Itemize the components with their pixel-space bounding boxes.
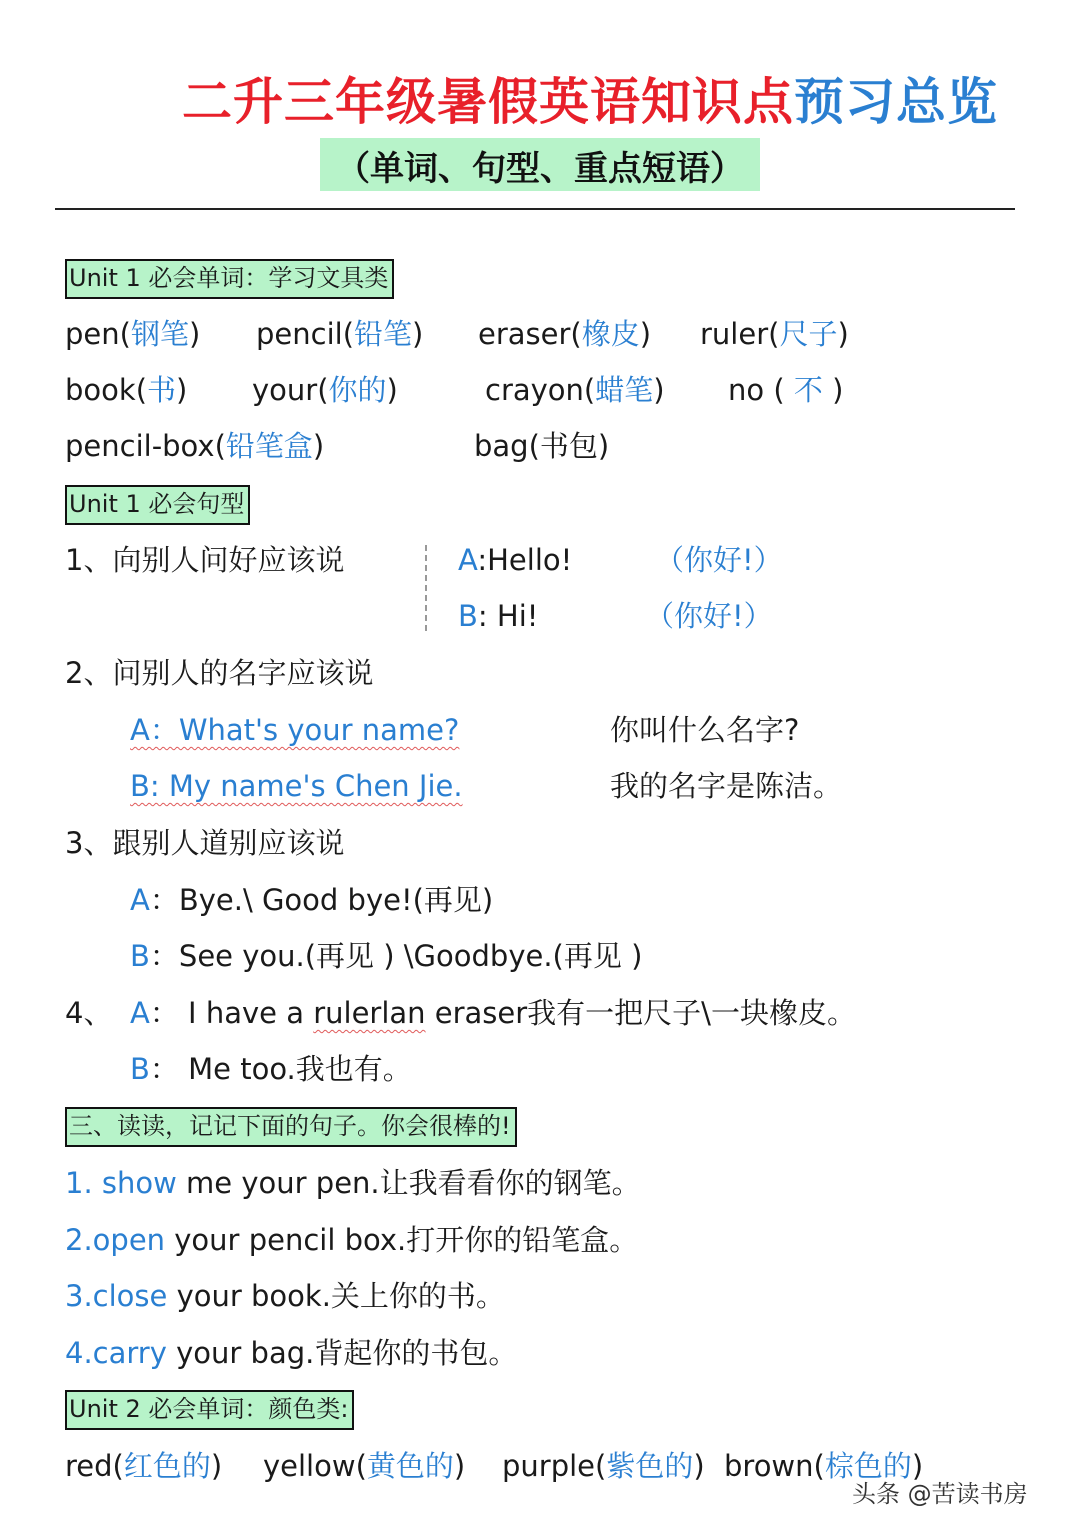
list-item: 2.open your pencil box.打开你的铅笔盒。 xyxy=(65,1223,639,1257)
title-red-part: 二升三年级暑假英语知识点 xyxy=(182,73,794,131)
title-divider xyxy=(55,208,1015,210)
word-item: crayon(蜡笔) xyxy=(485,373,665,407)
sentence-2-a-cn: 你叫什么名字? xyxy=(610,713,800,747)
list-item: 1. show me your pen.让我看看你的钢笔。 xyxy=(65,1166,641,1200)
sentence-1-a: A:Hello! xyxy=(458,543,573,577)
sentence-1-b: B: Hi! xyxy=(458,599,539,633)
word-item: your(你的) xyxy=(252,373,398,407)
word-item: bag(书包) xyxy=(474,429,610,463)
sentence-1-b-cn: （你好!） xyxy=(645,599,773,633)
sentence-4-b: B： Me too.我也有。 xyxy=(130,1052,412,1086)
list-item: 4.carry your bag.背起你的书包。 xyxy=(65,1336,518,1370)
sentence-1-label: 1、向别人问好应该说 xyxy=(65,543,345,577)
sentence-4-num: 4、 xyxy=(65,996,113,1030)
word-item: eraser(橡皮) xyxy=(478,317,652,351)
word-item: brown(棕色的) xyxy=(724,1449,924,1483)
word-item: pencil(铅笔) xyxy=(256,317,424,351)
word-item: no ( 不 ) xyxy=(728,373,844,407)
unit1-words-header: Unit 1 必会单词：学习文具类 xyxy=(65,259,394,299)
sentence-2-b: B: My name's Chen Jie. xyxy=(130,769,463,803)
sentence-4-a: A： I have a rulerlan eraser我有一把尺子\一块橡皮。 xyxy=(130,996,856,1030)
word-item: ruler(尺子) xyxy=(700,317,849,351)
word-item: purple(紫色的) xyxy=(502,1449,705,1483)
dashed-divider xyxy=(425,545,427,631)
word-item: book(书) xyxy=(65,373,188,407)
sentence-2-label: 2、问别人的名字应该说 xyxy=(65,656,374,690)
sentence-3-b: B：See you.(再见 ) \Goodbye.(再见 ) xyxy=(130,939,643,973)
read-section-header: 三、读读，记记下面的句子。你会很棒的! xyxy=(65,1107,517,1147)
watermark: 头条 @苦读书房 xyxy=(852,1480,1028,1508)
word-item: yellow(黄色的) xyxy=(263,1449,466,1483)
unit2-words-header: Unit 2 必会单词：颜色类: xyxy=(65,1390,354,1430)
subtitle: （单词、句型、重点短语） xyxy=(336,149,744,189)
sentence-2-a: A：What's your name? xyxy=(130,713,460,747)
list-item: 3.close your book.关上你的书。 xyxy=(65,1279,505,1313)
sentence-3-label: 3、跟别人道别应该说 xyxy=(65,826,345,860)
unit1-sentences-header: Unit 1 必会句型 xyxy=(65,485,250,525)
title-blue-part: 预习总览 xyxy=(794,73,998,131)
sentence-1-a-cn: （你好!） xyxy=(655,543,783,577)
sentence-2-b-cn: 我的名字是陈洁。 xyxy=(610,769,843,803)
word-item: pen(钢笔) xyxy=(65,317,201,351)
word-item: red(红色的) xyxy=(65,1449,223,1483)
page-title xyxy=(0,62,1080,134)
word-item: pencil-box(铅笔盒) xyxy=(65,429,325,463)
sentence-3-a: A：Bye.\ Good bye!(再见) xyxy=(130,883,494,917)
